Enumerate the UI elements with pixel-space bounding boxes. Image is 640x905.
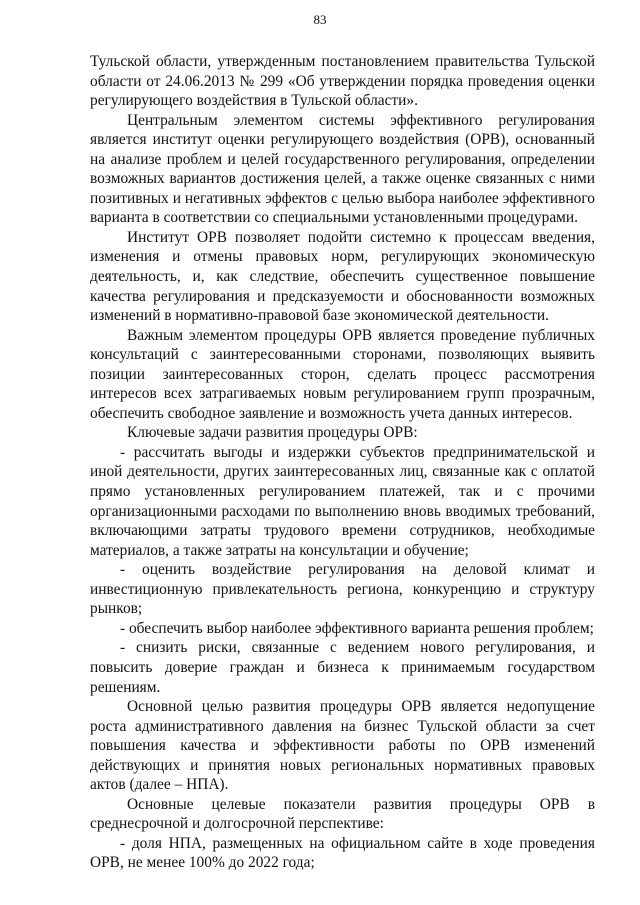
- paragraph: Институт ОРВ позволяет подойти системно к процессам введения, изменения и отмены правовых норм, регулирующих экономическую деятельность, и, как следствие, обеспечить существенное повышение качества регулирования и предсказуемости и обоснованности возможных изменений в нормативно-правовой базе экономической деятельности.: [90, 228, 595, 325]
- list-heading: Ключевые задачи развития процедуры ОРВ:: [127, 424, 418, 442]
- list-item: - оценить воздействие регулирования на деловой климат и инвестиционную привлекательность региона, конкуренцию и структуру рынков;: [90, 561, 595, 618]
- list-item: - доля НПА, размещенных на официальном сайте в ходе проведения ОРВ, не менее 100% до 2022 года;: [90, 834, 595, 872]
- paragraph: Основные целевые показатели развития процедуры ОРВ в среднесрочной и долгосрочной перспективе:: [90, 795, 595, 833]
- page-body: [90, 52, 595, 873]
- list-item: - рассчитать выгоды и издержки субъектов предпринимательской и иной деятельности, других заинтересованных лиц, связанные как с оплатой прямо установленных регулированием платежей, так и с прочими организационными расходами по выполнению вновь вводимых требований, включающими затраты трудового времени сотрудников, необходимые материалов, а также затраты на консультации и обучение;: [90, 443, 595, 559]
- paragraph: Тульской области, утвержденным постановлением правительства Тульской области от 24.06.2013 № 299 «Об утверждении порядка проведения оценки регулирующего воздействия в Тульской области».: [90, 53, 595, 110]
- list-item: - обеспечить выбор наиболее эффективного варианта решения проблем;: [120, 619, 594, 637]
- page-number: 83: [313, 12, 327, 27]
- paragraph: Важным элементом процедуры ОРВ является проведение публичных консультаций с заинтересованными сторонами, позволяющих выявить позиции заинтересованных сторон, сделать процесс рассмотрения интересов всех затрагиваемых новым регулированием групп прозрачным, обеспечить свободное заявление и возможность учета данных интересов.: [90, 326, 595, 422]
- list-item: - снизить риски, связанные с ведением нового регулирования, и повысить доверие граждан и бизнеса к принимаемым государством решениям.: [90, 639, 595, 696]
- paragraph: Основной целью развития процедуры ОРВ является недопущение роста административного давления на бизнес Тульской области за счет повышения качества и эффективности работы по ОРВ изменений действующих и принятия новых региональных нормативных правовых актов (далее – НПА).: [90, 698, 595, 794]
- paragraph: Центральным элементом системы эффективного регулирования является институт оценки регулирующего воздействия (ОРВ), основанный на анализе проблем и целей государственного регулирования, определении возможных вариантов достижения целей, а также оценке связанных с ними позитивных и негативных эффектов с целью выбора наиболее эффективного варианта в соответствии со специальными установленными процедурами.: [90, 111, 595, 227]
